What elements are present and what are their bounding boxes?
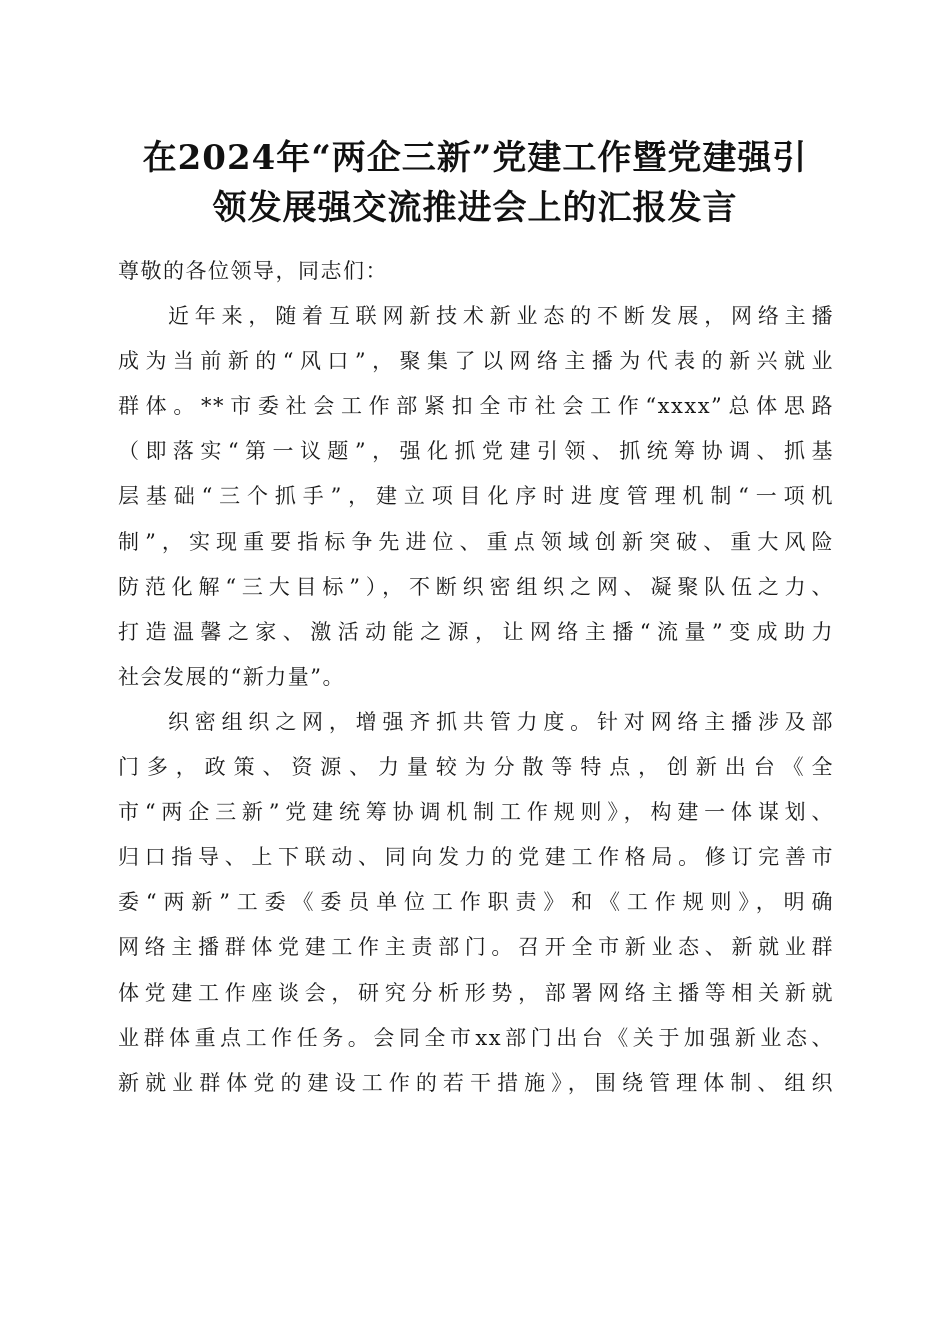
- paragraph-line: 社会发展的“新力量”。: [118, 664, 345, 689]
- paragraph-line: 门多，政策、资源、力量较为分散等特点，创新出台《全: [118, 755, 834, 780]
- paragraph-2: [118, 700, 834, 1106]
- document-body: [118, 249, 834, 1106]
- paragraph-line: 近年来，随着互联网新技术新业态的不断发展，网络主播: [168, 304, 834, 329]
- salutation: 尊敬的各位领导，同志们：: [118, 259, 388, 283]
- paragraph-line: 打造温馨之家、激活动能之源，让网络主播“流量”变成助力: [118, 619, 834, 644]
- title-line: 在2024年“两企三新”党建工作暨党建强引: [142, 138, 808, 178]
- paragraph-line: 新就业群体党的建设工作的若干措施》，围绕管理体制、组织: [118, 1070, 834, 1095]
- paragraph-line: （即落实“第一议题”，强化抓党建引领、抓统筹协调、抓基: [118, 439, 834, 464]
- paragraph-1: [118, 294, 834, 700]
- paragraph-line: 业群体重点工作任务。会同全市xx部门出台《关于加强新业态、: [118, 1025, 834, 1050]
- paragraph-line: 市“两企三新”党建统筹协调机制工作规则》，构建一体谋划、: [118, 800, 834, 825]
- paragraph-line: 成为当前新的“风口”，聚集了以网络主播为代表的新兴就业: [118, 349, 834, 374]
- paragraph-line: 归口指导、上下联动、同向发力的党建工作格局。修订完善市: [118, 845, 834, 870]
- paragraph-line: 层基础“三个抓手”，建立项目化序时进度管理机制“一项机: [118, 484, 834, 509]
- document-title: [110, 133, 840, 233]
- paragraph-line: 体党建工作座谈会，研究分析形势，部署网络主播等相关新就: [118, 980, 834, 1005]
- paragraph-line: 防范化解“三大目标”），不断织密组织之网、凝聚队伍之力、: [118, 574, 834, 599]
- paragraph-line: 制”，实现重要指标争先进位、重点领域创新突破、重大风险: [118, 529, 834, 554]
- paragraph-line: 委“两新”工委《委员单位工作职责》和《工作规则》，明确: [118, 890, 834, 915]
- title-line: 领发展强交流推进会上的汇报发言: [212, 188, 738, 228]
- paragraph-line: 织密组织之网，增强齐抓共管力度。针对网络主播涉及部: [168, 709, 834, 734]
- paragraph-line: 网络主播群体党建工作主责部门。召开全市新业态、新就业群: [118, 935, 834, 960]
- paragraph-line: 群体。**市委社会工作部紧扣全市社会工作“xxxx”总体思路: [118, 394, 834, 419]
